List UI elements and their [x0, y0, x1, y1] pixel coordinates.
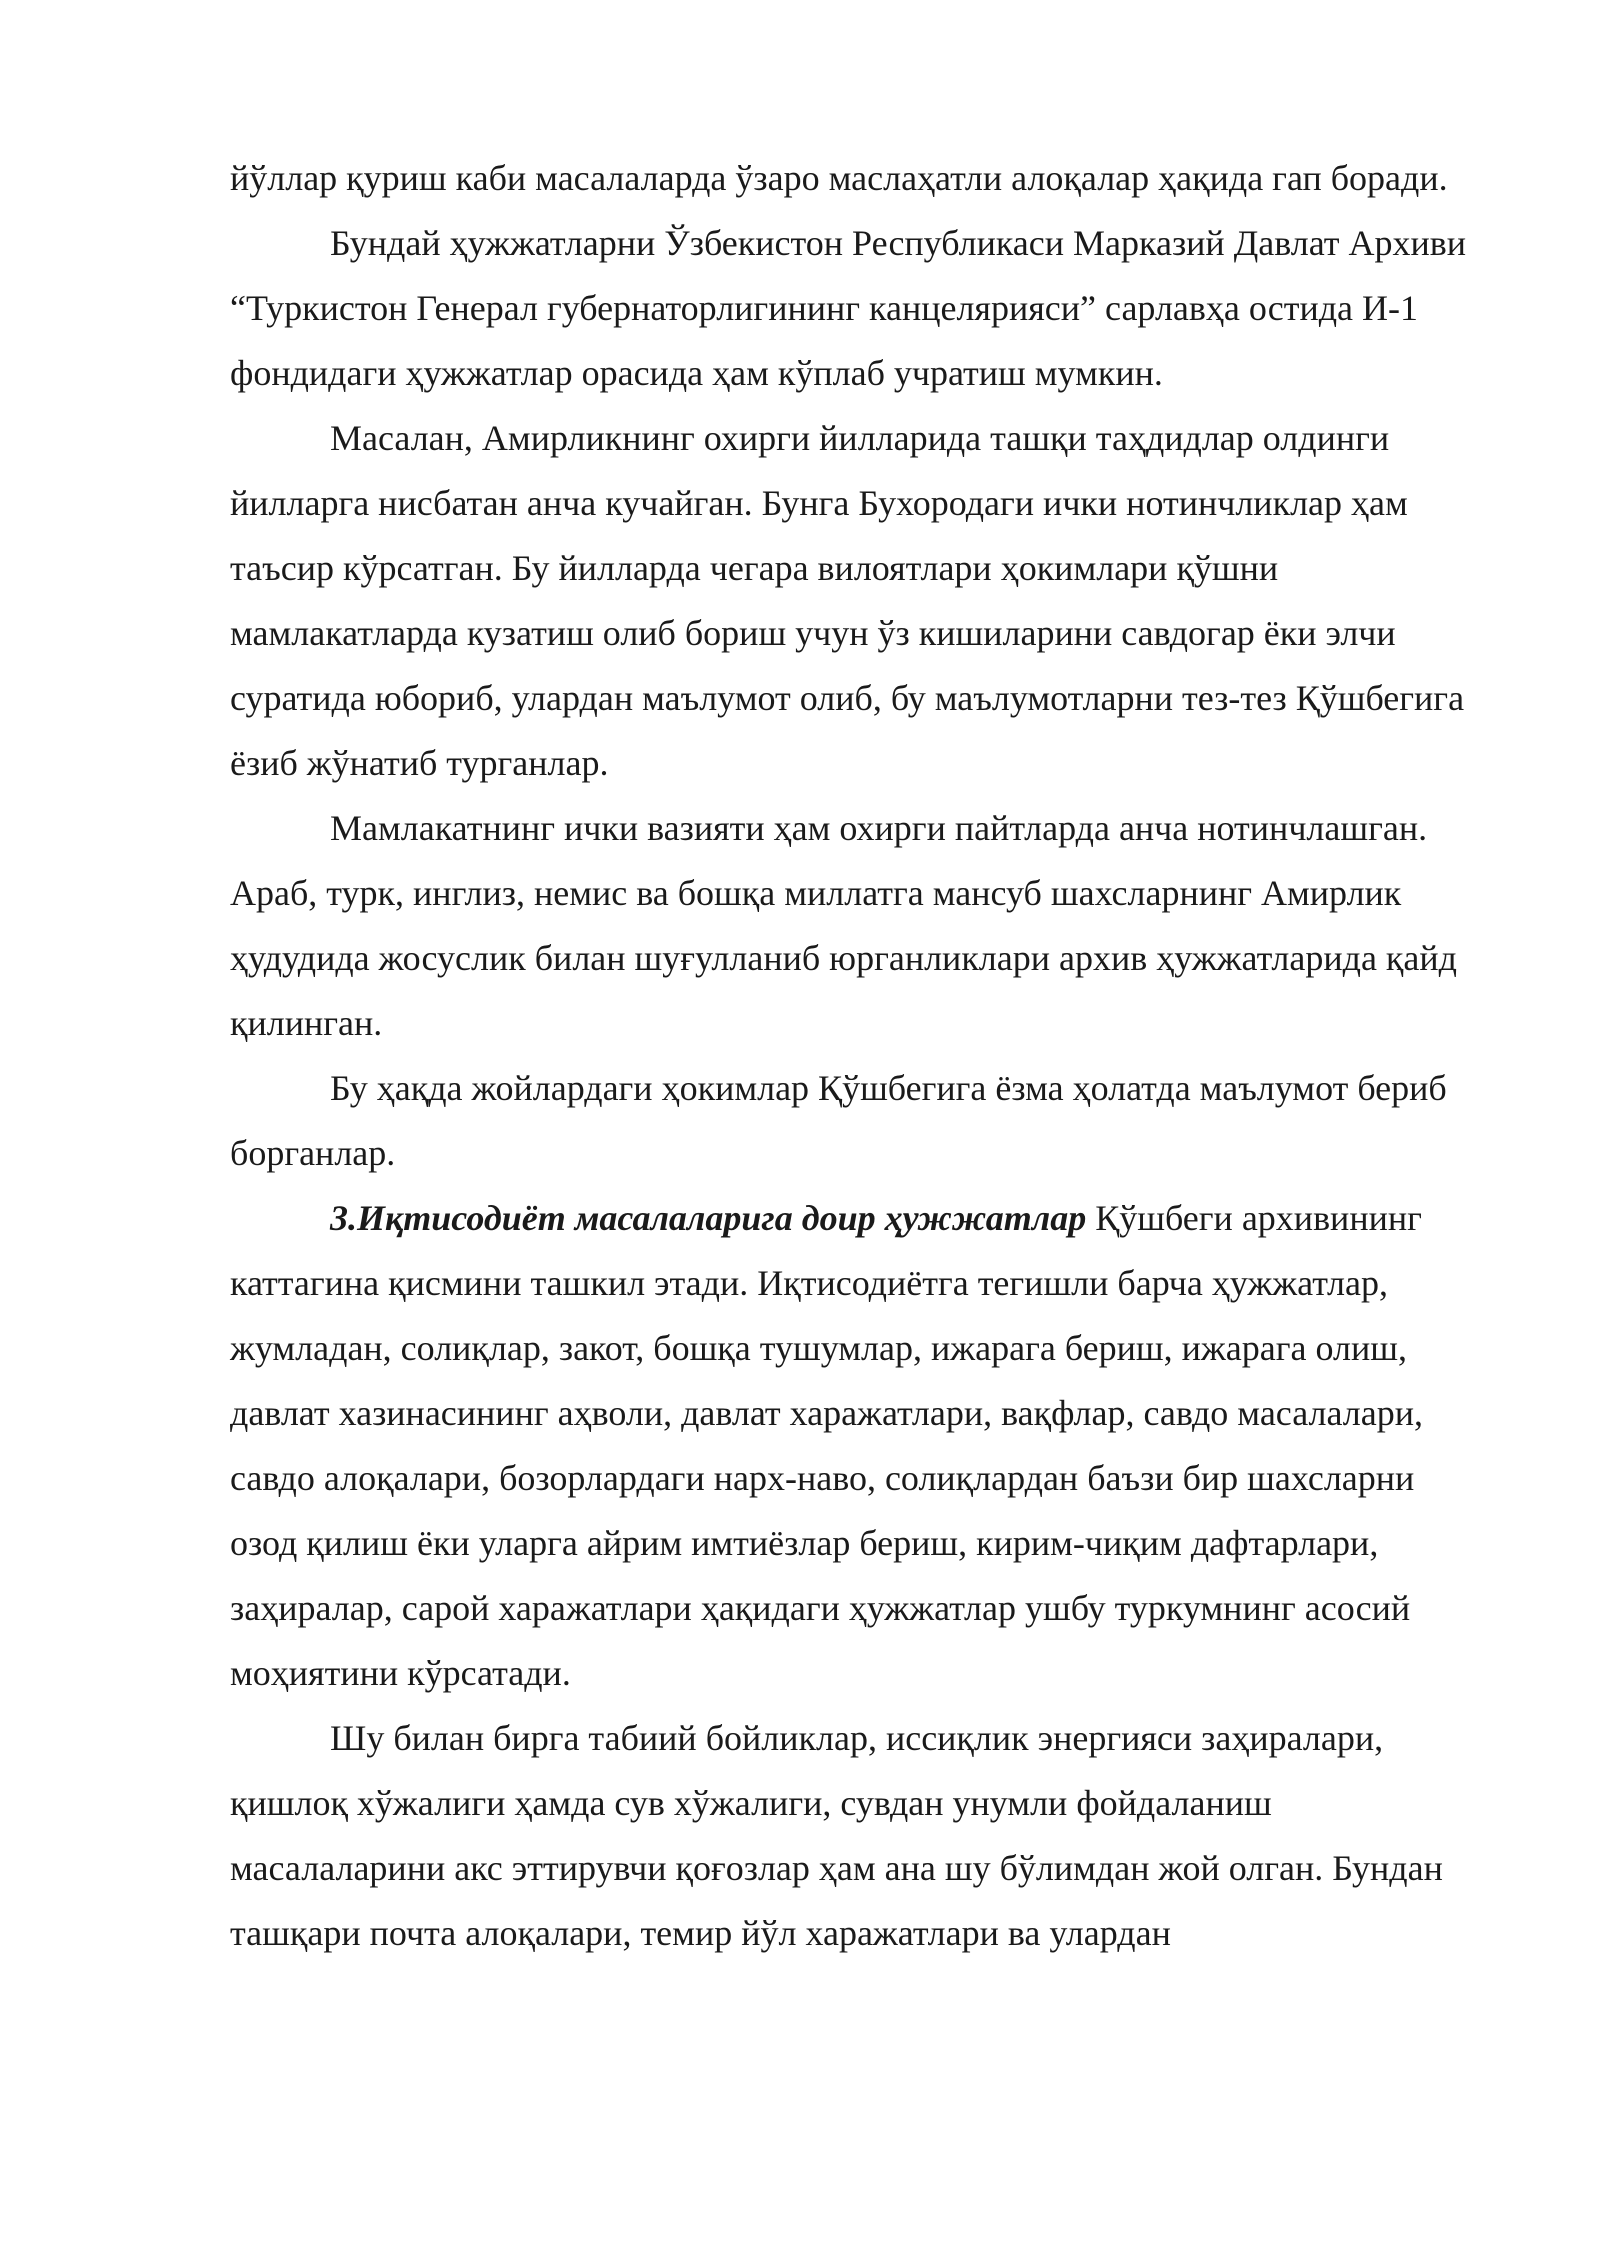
paragraph-1-text: йўллар қуриш каби масалаларда ўзаро маслаҳатли алоқалар ҳақида гап боради.	[230, 158, 1448, 198]
paragraph-7-text: Шу билан бирга табиий бойликлар, иссиқлик энергияси заҳиралари, қишлоқ хўжалиги ҳамда сув хўжалиги, сувдан унумли фойдаланиш масалаларини акс эттирувчи қоғозлар ҳам ана шу бўлимдан жой олган. Бундан ташқари почта алоқалари, темир йўл харажатлари ва улардан	[230, 1718, 1443, 1953]
section-heading: 3.Иқтисодиёт масалаларига доир ҳужжатлар	[330, 1198, 1087, 1238]
paragraph-3-text: Масалан, Амирликнинг охирги йилларида ташқи таҳдидлар олдинги йилларга нисбатан анча кучайган. Бунга Бухородаги ички нотинчликлар ҳам таъсир кўрсатган. Бу йилларда чегара вилоятлари ҳокимлари қўшни мамлакатларда кузатиш олиб бориш учун ўз кишиларини савдогар ёки элчи суратида юбориб, улардан маълумот олиб, бу маълумотларни тез-тез Қўшбегига ёзиб жўнатиб турганлар.	[230, 418, 1465, 783]
document-body	[230, 146, 1490, 1966]
paragraph-2	[230, 211, 1490, 406]
paragraph-5-text: Бу ҳақда жойлардаги ҳокимлар Қўшбегига ёзма ҳолатда маълумот бериб борганлар.	[230, 1068, 1447, 1173]
paragraph-7	[230, 1706, 1490, 1966]
paragraph-5	[230, 1056, 1490, 1186]
paragraph-6-text: Қўшбеги архивининг каттагина қисмини ташкил этади. Иқтисодиётга тегишли барча ҳужжатлар, жумладан, солиқлар, закот, бошқа тушумлар, ижарага бериш, ижарага олиш, давлат хазинасининг аҳволи, давлат харажатлари, вақфлар, савдо масалалари, савдо алоқалари, бозорлардаги нарх-наво, солиқлардан баъзи бир шахсларни озод қилиш ёки уларга айрим имтиёзлар бериш, кирим-чиқим дафтарлари, заҳиралар, сарой харажатлари ҳақидаги ҳужжатлар ушбу туркумнинг асосий моҳиятини кўрсатади.	[230, 1198, 1423, 1693]
paragraph-4-text: Мамлакатнинг ички вазияти ҳам охирги пайтларда анча нотинчлашган. Араб, турк, инглиз, немис ва бошқа миллатга мансуб шахсларнинг Амирлик ҳудудида жосуслик билан шуғулланиб юрганликлари архив ҳужжатларида қайд қилинган.	[230, 808, 1457, 1043]
paragraph-2-text: Бундай ҳужжатларни Ўзбекистон Республикаси Марказий Давлат Архиви “Туркистон Генерал губернаторлигининг канцелярияси” сарлавҳа остида И-1 фондидаги ҳужжатлар орасида ҳам кўплаб учратиш мумкин.	[230, 223, 1467, 393]
paragraph-4	[230, 796, 1490, 1056]
paragraph-6	[230, 1186, 1490, 1706]
paragraph-3	[230, 406, 1490, 796]
paragraph-1	[230, 146, 1490, 211]
